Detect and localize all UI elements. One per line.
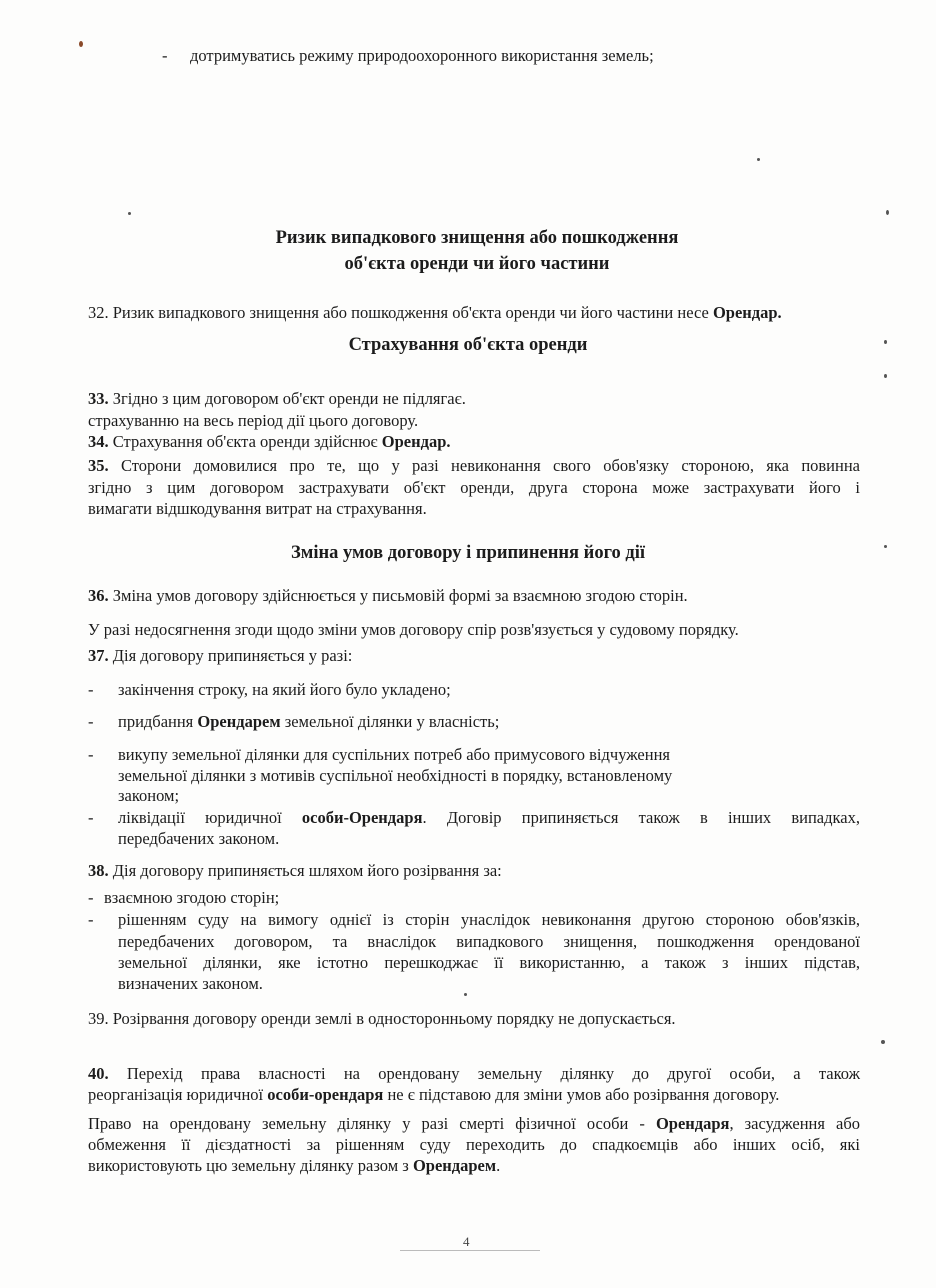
bullet-37-3-line1: викупу земельної ділянки для суспільних потреб або примусового відчуження bbox=[118, 745, 671, 764]
paragraph-41-line3: використовують цю земельну ділянку разом з Орендарем. bbox=[88, 1156, 501, 1175]
bullet-38-2-line2: передбачених договором, та внаслідок випадкового знищення, пошкодження орендованої bbox=[118, 932, 860, 951]
bullet-dash: - bbox=[88, 808, 94, 827]
paragraph-41-line1: Право на орендовану земельну ділянку у разі смерті фізичної особи - Орендаря, засудження або bbox=[88, 1114, 860, 1133]
bullet-dash: - bbox=[88, 680, 94, 699]
bullet-38-2-line1: рішенням суду на вимогу однієї із сторін унаслідок невиконання другою стороною обов'язків, bbox=[118, 910, 860, 929]
scan-speck bbox=[79, 41, 83, 47]
bullet-37-3-line2: земельної ділянки з мотивів суспільної необхідності в порядку, встановленому bbox=[118, 766, 673, 785]
bullet-38-2-line4: визначених законом. bbox=[118, 974, 263, 993]
paragraph-34: 34. Страхування об'єкта оренди здійснює Орендар. bbox=[88, 432, 451, 451]
paragraph-41-line2: обмеження її дієздатності за рішенням суду переходить до спадкоємців або інших осіб, які bbox=[88, 1135, 860, 1154]
paragraph-40-line2: реорганізація юридичної особи-орендаря не є підставою для зміни умов або розірвання договору. bbox=[88, 1085, 780, 1104]
scan-speck bbox=[128, 212, 131, 215]
bullet-dash: - bbox=[88, 910, 94, 929]
paragraph-38: 38. Дія договору припиняється шляхом його розірвання за: bbox=[88, 861, 502, 880]
bullet-38-1: взаємною згодою сторін; bbox=[104, 888, 280, 907]
scan-speck bbox=[881, 1040, 885, 1044]
insurance-title: Страхування об'єкта оренди bbox=[348, 335, 588, 355]
bullet-37-2: придбання Орендарем земельної ділянки у власність; bbox=[118, 712, 500, 731]
scan-speck bbox=[757, 158, 760, 161]
bullet-37-1: закінчення строку, на який його було укладено; bbox=[118, 680, 451, 699]
bullet-37-3-line3: законом; bbox=[118, 786, 180, 805]
scan-speck bbox=[886, 210, 889, 215]
paragraph-33-line2: страхуванню на весь період дії цього договору. bbox=[88, 411, 419, 430]
scan-speck bbox=[884, 374, 887, 378]
paragraph-32: 32. Ризик випадкового знищення або пошкодження об'єкта оренди чи його частини несе Орендар. bbox=[88, 303, 782, 322]
bullet-37-4-line1: ліквідації юридичної особи-Орендаря. Договір припиняється також в інших випадках, bbox=[118, 808, 860, 827]
paragraph-35-line2: згідно з цим договором застрахувати об'єкт оренди, друга сторона може застрахувати його і bbox=[88, 478, 860, 497]
paragraph-33-line1: 33. Згідно з цим договором об'єкт оренди не підлягає. bbox=[88, 389, 466, 408]
paragraph-37: 37. Дія договору припиняється у разі: bbox=[88, 646, 353, 665]
bullet-dash: - bbox=[88, 712, 94, 731]
change-title: Зміна умов договору і припинення його дії bbox=[290, 543, 646, 563]
risk-title-line1: Ризик випадкового знищення або пошкодження bbox=[275, 228, 679, 248]
paragraph-40-line1: 40. Перехід права власності на орендовану земельну ділянку до другої особи, а також bbox=[88, 1064, 860, 1083]
bullet-37-4-line2: передбачених законом. bbox=[118, 829, 280, 848]
paragraph-36b: У разі недосягнення згоди щодо зміни умов договору спір розв'язується у судовому порядку. bbox=[88, 620, 739, 639]
bullet-38-2-line3: земельної ділянки, яке істотно перешкоджає її використанню, а також з інших підстав, bbox=[118, 953, 860, 972]
paragraph-36: 36. Зміна умов договору здійснюється у письмовій формі за взаємною згодою сторін. bbox=[88, 586, 688, 605]
page-number: 4 bbox=[463, 1234, 470, 1249]
risk-title-line2: об'єкта оренди чи його частини bbox=[344, 254, 610, 274]
footer-divider bbox=[400, 1250, 540, 1251]
paragraph-35-line3: вимагати відшкодування витрат на страхування. bbox=[88, 499, 427, 518]
paragraph-35-line1: 35. Сторони домовилися про те, що у разі невиконання свого обов'язку стороною, яка повинна bbox=[88, 456, 860, 475]
bullet-dash: - bbox=[88, 745, 94, 764]
bullet-dash: - bbox=[88, 888, 94, 907]
intro-dash: - bbox=[162, 46, 168, 65]
intro-text: дотримуватись режиму природоохоронного використання земель; bbox=[190, 46, 654, 65]
paragraph-39: 39. Розірвання договору оренди землі в односторонньому порядку не допускається. bbox=[88, 1009, 676, 1028]
